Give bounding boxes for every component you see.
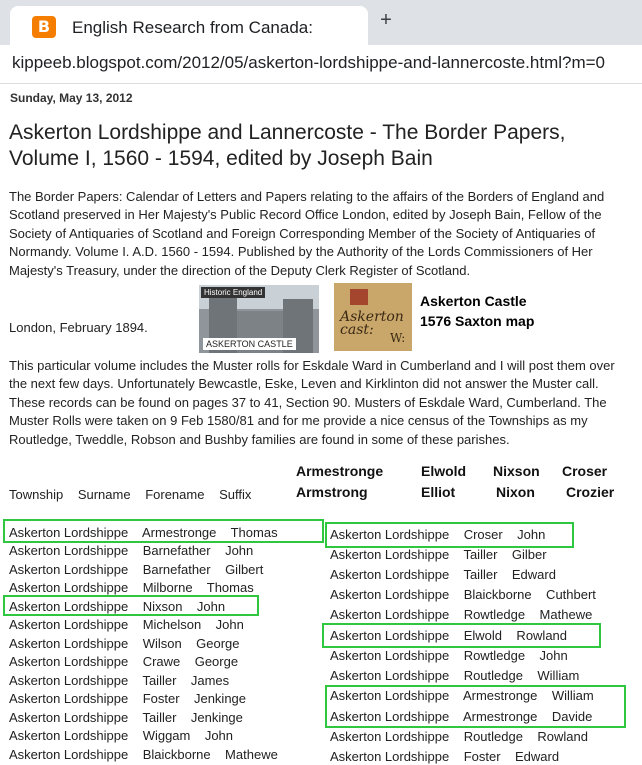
table-row: Askerton Lordshippe Foster Jenkinge (9, 691, 247, 706)
publication-date: London, February 1894. (9, 320, 148, 335)
url-text[interactable]: kippeeb.blogspot.com/2012/05/askerton-lordshippe-and-lannercoste.html?m=0 (12, 53, 605, 72)
saxton-map-image[interactable] (334, 283, 412, 351)
variant-old-4: Croser (562, 463, 608, 479)
table-row: Askerton Lordshippe Nixson John (9, 599, 226, 614)
header-township: Township (9, 487, 64, 502)
table-row: Askerton Lordshippe Armestronge Thomas (9, 525, 278, 540)
table-row: Askerton Lordshippe Rowtledge Mathewe (330, 607, 593, 622)
table-row: Askerton Lordshippe Routledge William (330, 668, 580, 683)
table-row: Askerton Lordshippe Tailler Gilber (330, 547, 547, 562)
header-suffix: Suffix (219, 487, 252, 502)
active-tab[interactable] (10, 6, 368, 45)
caption-line-2: 1576 Saxton map (420, 313, 535, 329)
table-row: Askerton Lordshippe Routledge Rowland (330, 729, 588, 744)
highlight-box-croser (325, 522, 574, 548)
highlight-box-nixson (3, 595, 259, 616)
variant-old-1: Armestronge (296, 463, 384, 479)
table-row: Askerton Lordshippe Foster Edward (330, 749, 560, 764)
header-surname: Surname (77, 487, 131, 502)
map-w-label: W: (390, 331, 406, 345)
variant-modern-1: Armstrong (296, 484, 368, 500)
post-date: Sunday, May 13, 2012 (10, 91, 133, 105)
highlight-box-armestronge (3, 519, 324, 543)
table-row: Askerton Lordshippe Armestronge Davide (330, 709, 593, 724)
post-title[interactable]: Askerton Lordshippe and Lannercoste - The Border Papers, Volume I, 1560 - 1594, edited by Joseph Bain (9, 121, 566, 170)
new-tab-button[interactable]: + (380, 9, 392, 31)
blogger-icon: B (32, 16, 56, 38)
highlight-box-armestronge-pair (325, 685, 626, 728)
historic-england-badge: Historic England (201, 287, 265, 298)
variant-modern-3: Nixon (496, 484, 535, 500)
table-row: Askerton Lordshippe Blaickborne Cuthbert (330, 587, 596, 602)
table-header (9, 487, 262, 502)
variant-old-3: Nixson (493, 463, 540, 479)
table-row: Askerton Lordshippe Wiggam John (9, 728, 234, 743)
table-row: Askerton Lordshippe Tailler James (9, 673, 230, 688)
table-row: Askerton Lordshippe Crawe George (9, 654, 239, 669)
header-forename: Forename (145, 487, 205, 502)
variant-modern-4: Crozier (566, 484, 615, 500)
table-row: Askerton Lordshippe Croser John (330, 527, 546, 542)
table-row: Askerton Lordshippe Barnefather Gilbert (9, 562, 264, 577)
variant-modern-2: Elliot (421, 484, 456, 500)
caption-line-1: Askerton Castle (420, 293, 527, 309)
table-row: Askerton Lordshippe Armestronge William (330, 688, 594, 703)
photo-caption: ASKERTON CASTLE (203, 338, 296, 350)
table-row: Askerton Lordshippe Rowtledge John (330, 648, 568, 663)
table-row: Askerton Lordshippe Blaickborne Mathewe (9, 747, 278, 762)
table-row: Askerton Lordshippe Tailler Edward (330, 567, 556, 582)
intro-paragraph: The Border Papers: Calendar of Letters and Papers relating to the affairs of the Borders of England and Scotland preserved in Her Majesty's Public Record Office London, edited by Joseph Bain, Fellow of the Society of Antiquaries of Scotland and Foreign Corresponding Member of the Society of Antiquaries of Normandy. Volume I. A.D. 1560 - 1594. Published by the Authority of the Lords Commissioners of Her Majesty's Treasury, under the direction of the Deputy Clerk Register of Scotland. (9, 189, 605, 278)
table-row: Askerton Lordshippe Barnefather John (9, 543, 254, 558)
tab-title: English Research from Canada: (72, 18, 313, 37)
muster-paragraph: This particular volume includes the Muster rolls for Eskdale Ward in Cumberland and I will post them over the next few days. Unfortunately Bewcastle, Eske, Leven and Kirklinton did not answer the Muster call. These records can be found on pages 37 to 41, Section 90. Musters of Eskdale Ward, Cumberland. The Muster Rolls were taken on 9 Feb 1580/81 and for me provide a nice census of the Townships as my Routledge, Tweddle, Robson and Bushby families are found in some of these parishes. (9, 358, 615, 447)
table-row: Askerton Lordshippe Wilson George (9, 636, 240, 651)
highlight-box-elwold (322, 623, 601, 648)
map-castle-symbol (350, 289, 368, 305)
table-row: Askerton Lordshippe Elwold Rowland (330, 628, 568, 643)
variant-old-2: Elwold (421, 463, 467, 479)
table-row: Askerton Lordshippe Tailler Jenkinge (9, 710, 243, 725)
table-row: Askerton Lordshippe Milborne Thomas (9, 580, 254, 595)
table-row: Askerton Lordshippe Michelson John (9, 617, 244, 632)
address-bar[interactable] (0, 45, 642, 84)
image-caption (420, 291, 534, 331)
askerton-castle-photo[interactable] (199, 285, 319, 353)
tab-strip (0, 0, 642, 45)
map-handwriting: Askerton cast: (340, 309, 404, 338)
